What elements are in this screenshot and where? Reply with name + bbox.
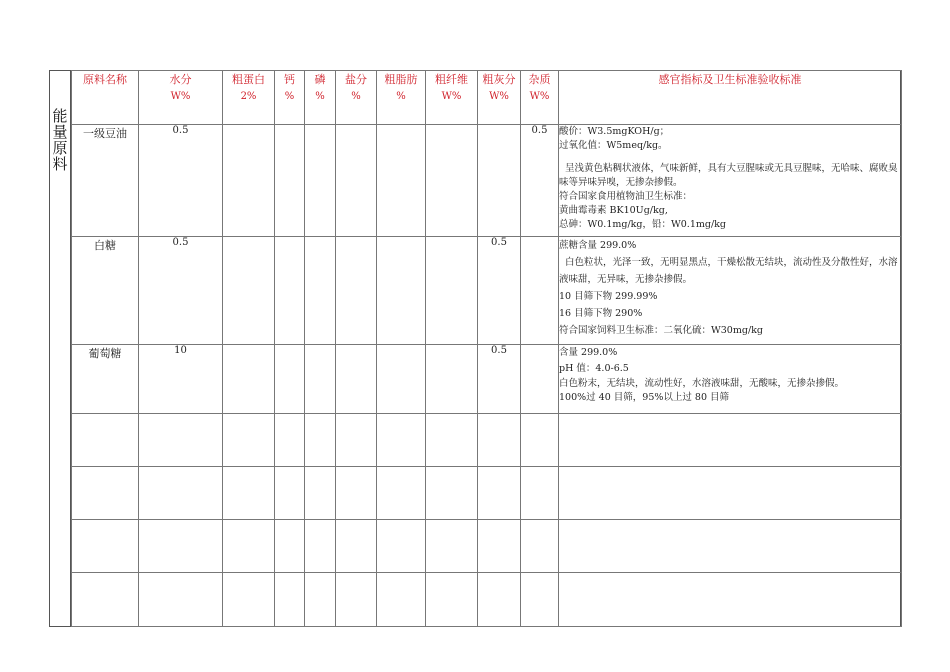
row-moisture: 0.5: [139, 237, 223, 345]
row-spec: 含量 299.0% pH 值：4.0-6.5 白色粉末，无结块，流动性好，水溶液味甜，无酸味，无掺杂掺假。 100%过 40 目筛，95%以上过 80 目筛: [559, 345, 902, 414]
acceptance-standards-table: [71, 70, 902, 627]
empty-row: [72, 520, 902, 573]
header-phosphorus: 磷 %: [305, 71, 336, 125]
table-row: [72, 125, 902, 237]
row-ash: 0.5: [478, 237, 521, 345]
section-title: 能量原料: [52, 107, 68, 173]
empty-row: [72, 467, 902, 520]
empty-row: [72, 573, 902, 627]
header-fiber: 粗纤维 W%: [426, 71, 478, 125]
header-protein: 粗蛋白 2%: [223, 71, 275, 125]
row-impurity: [521, 237, 559, 345]
row-spec: 蔗糖含量 299.0% 白色粒状，光泽一致，无明显黑点，干燥松散无结块，流动性及分散性好，水溶液味甜，无异味，无掺杂掺假。 10 目筛下物 299.99% 16 目筛下物 290% 符合国家饲料卫生标准：二氧化硫：W30mg/kg: [559, 237, 902, 345]
table-row: [72, 345, 902, 414]
header-standard: 感官指标及卫生标准验收标准: [559, 71, 902, 125]
header-fat: 粗脂肪 %: [377, 71, 426, 125]
row-name: 葡萄糖: [72, 345, 139, 414]
header-calcium: 钙 %: [275, 71, 305, 125]
header-name: 原料名称: [72, 71, 139, 125]
row-name: 一级豆油: [72, 125, 139, 237]
row-moisture: 0.5: [139, 125, 223, 237]
row-spec: 酸价：W3.5mgKOH/g； 过氧化值：W5meq/kg。 呈浅黄色粘稠状液体，气味新鲜，具有大豆腥味或无具豆腥味，无哈味、腐败臭味等异味异嗅，无掺杂掺假。 符合国家食用植物油卫生标准： 黄曲霉毒素 BK10Ug/kg, 总砷：W0.1mg/kg，铅：W0.1mg/kg: [559, 125, 902, 237]
row-moisture: 10: [139, 345, 223, 414]
header-row: [72, 71, 902, 125]
row-ash: [478, 125, 521, 237]
row-impurity: 0.5: [521, 125, 559, 237]
header-moisture: 水分 W%: [139, 71, 223, 125]
row-ash: 0.5: [478, 345, 521, 414]
header-salt: 盐分 %: [336, 71, 377, 125]
row-impurity: [521, 345, 559, 414]
row-name: 白糖: [72, 237, 139, 345]
header-ash: 粗灰分 W%: [478, 71, 521, 125]
empty-row: [72, 414, 902, 467]
table-row: [72, 237, 902, 345]
header-impurity: 杂质 W%: [521, 71, 559, 125]
